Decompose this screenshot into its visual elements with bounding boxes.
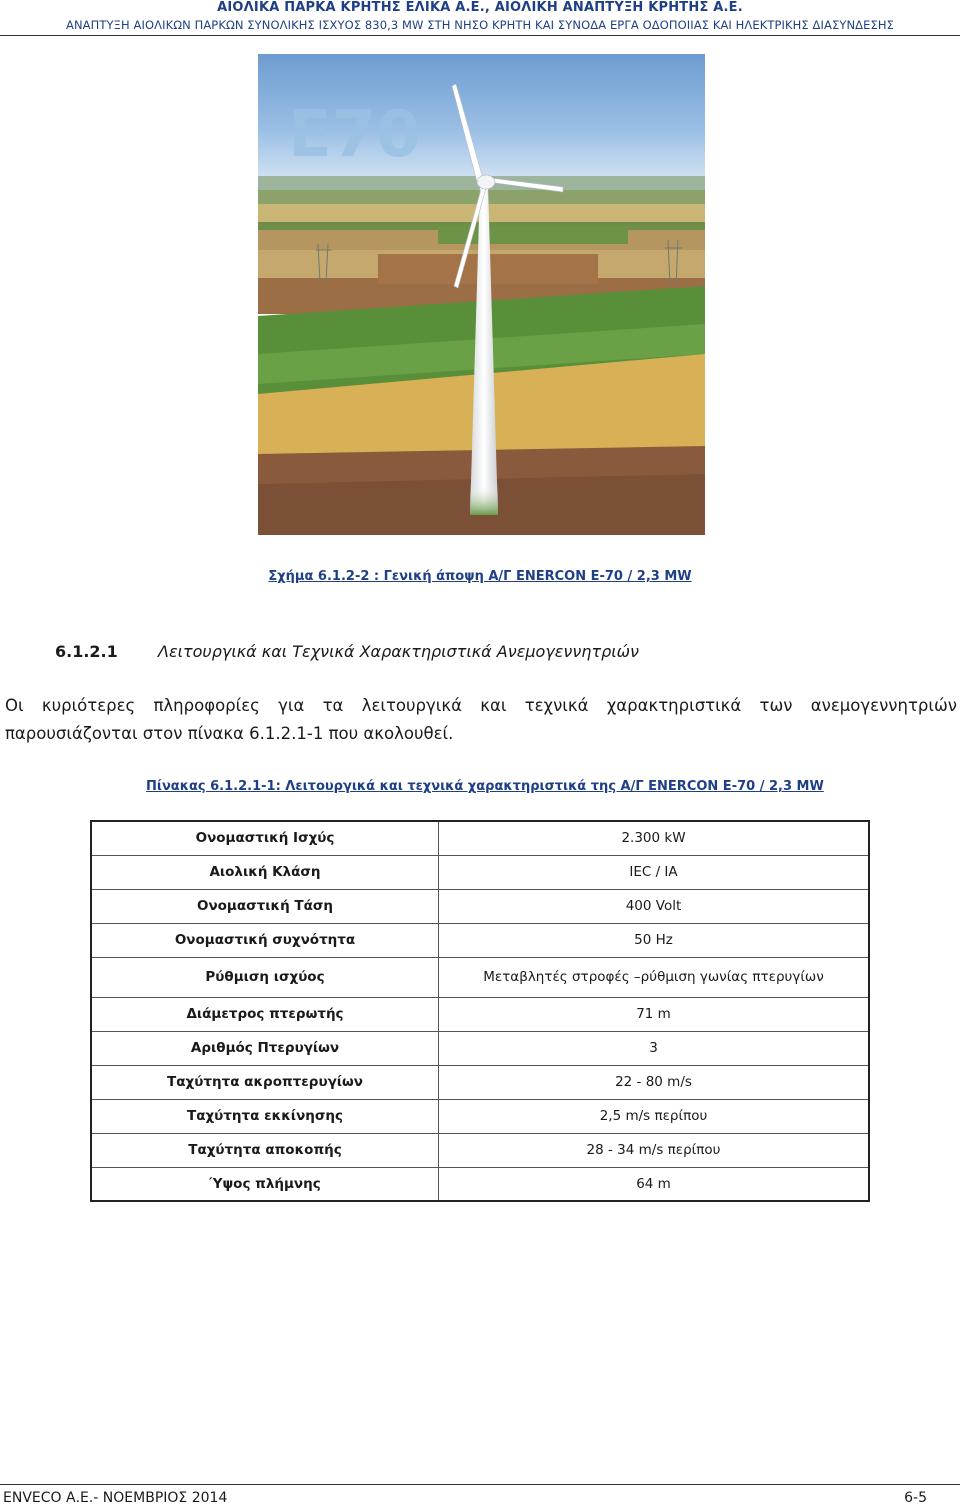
table-row bbox=[91, 855, 869, 889]
table-row bbox=[91, 997, 869, 1031]
row-label: Ονομαστική συχνότητα bbox=[91, 923, 439, 957]
wind-turbine-photo bbox=[258, 54, 705, 535]
row-value: 50 Hz bbox=[439, 923, 870, 957]
row-label: Ονομαστική Τάση bbox=[91, 889, 439, 923]
row-value: 28 - 34 m/s περίπου bbox=[439, 1133, 870, 1167]
page-number: 6-5 bbox=[904, 1490, 927, 1506]
table-row bbox=[91, 1031, 869, 1065]
row-label: Ταχύτητα ακροπτερυγίων bbox=[91, 1065, 439, 1099]
row-label: Διάμετρος πτερωτής bbox=[91, 997, 439, 1031]
figure-caption: Σχήμα 6.1.2-2 : Γενική άποψη Α/Γ ENERCON E-70 / 2,3 MW bbox=[268, 569, 692, 584]
table-row bbox=[91, 1167, 869, 1201]
table-row bbox=[91, 1065, 869, 1099]
row-label: Ύψος πλήμνης bbox=[91, 1167, 439, 1201]
row-value: 2,5 m/s περίπου bbox=[439, 1099, 870, 1133]
row-label: Αιολική Κλάση bbox=[91, 855, 439, 889]
specifications-table bbox=[90, 820, 870, 1202]
footer-company: ENVECO Α.Ε.- ΝΟΕΜΒΡΙΟΣ 2014 bbox=[3, 1490, 228, 1506]
footer-divider bbox=[0, 1484, 960, 1485]
table-row bbox=[91, 821, 869, 855]
row-value: 22 - 80 m/s bbox=[439, 1065, 870, 1099]
row-value: 2.300 kW bbox=[439, 821, 870, 855]
body-paragraph: Οι κυριότερες πληροφορίες για τα λειτουργικά και τεχνικά χαρακτηριστικά των ανεμογεννητριών παρουσιάζονται στον πίνακα 6.1.2.1-1 που ακολουθεί. bbox=[5, 696, 957, 743]
row-value: 71 m bbox=[439, 997, 870, 1031]
row-label: Αριθμός Πτερυγίων bbox=[91, 1031, 439, 1065]
section-number: 6.1.2.1 bbox=[55, 642, 118, 661]
table-row bbox=[91, 889, 869, 923]
table-caption: Πίνακας 6.1.2.1-1: Λειτουργικά και τεχνικά χαρακτηριστικά της Α/Γ ENERCON E-70 / 2,3 MW bbox=[146, 779, 824, 794]
row-label: Ρύθμιση ισχύος bbox=[91, 957, 439, 997]
table-row bbox=[91, 1099, 869, 1133]
header-divider bbox=[0, 35, 960, 36]
row-value: 400 Volt bbox=[439, 889, 870, 923]
table-row bbox=[91, 923, 869, 957]
table-row bbox=[91, 957, 869, 997]
header-title: ΑΙΟΛΙΚΑ ΠΑΡΚΑ ΚΡΗΤΗΣ ΕΛΙΚΑ Α.Ε., ΑΙΟΛΙΚΗ ΑΝΑΠΤΥΞΗ ΚΡΗΤΗΣ Α.Ε. bbox=[217, 0, 743, 15]
row-label: Ταχύτητα εκκίνησης bbox=[91, 1099, 439, 1133]
row-value: Μεταβλητές στροφές –ρύθμιση γωνίας πτερυγίων bbox=[439, 957, 870, 997]
table-row bbox=[91, 1133, 869, 1167]
e70-logo: E70 bbox=[288, 98, 421, 172]
row-value: 64 m bbox=[439, 1167, 870, 1201]
row-label: Ονομαστική Ισχύς bbox=[91, 821, 439, 855]
header-subtitle: ΑΝΑΠΤΥΞΗ ΑΙΟΛΙΚΩΝ ΠΑΡΚΩΝ ΣΥΝΟΛΙΚΗΣ ΙΣΧΥΟΣ 830,3 MW ΣΤΗ ΝΗΣΟ ΚΡΗΤΗ ΚΑΙ ΣΥΝΟΔΑ ΕΡΓΑ ΟΔΟΠΟΙΙΑΣ ΚΑΙ ΗΛΕΚΤΡΙΚΗΣ ΔΙΑΣΥΝΔΕΣΗΣ bbox=[66, 18, 894, 32]
section-title: Λειτουργικά και Τεχνικά Χαρακτηριστικά Ανεμογεννητριών bbox=[158, 642, 639, 661]
row-value: IEC / IA bbox=[439, 855, 870, 889]
row-value: 3 bbox=[439, 1031, 870, 1065]
row-label: Ταχύτητα αποκοπής bbox=[91, 1133, 439, 1167]
